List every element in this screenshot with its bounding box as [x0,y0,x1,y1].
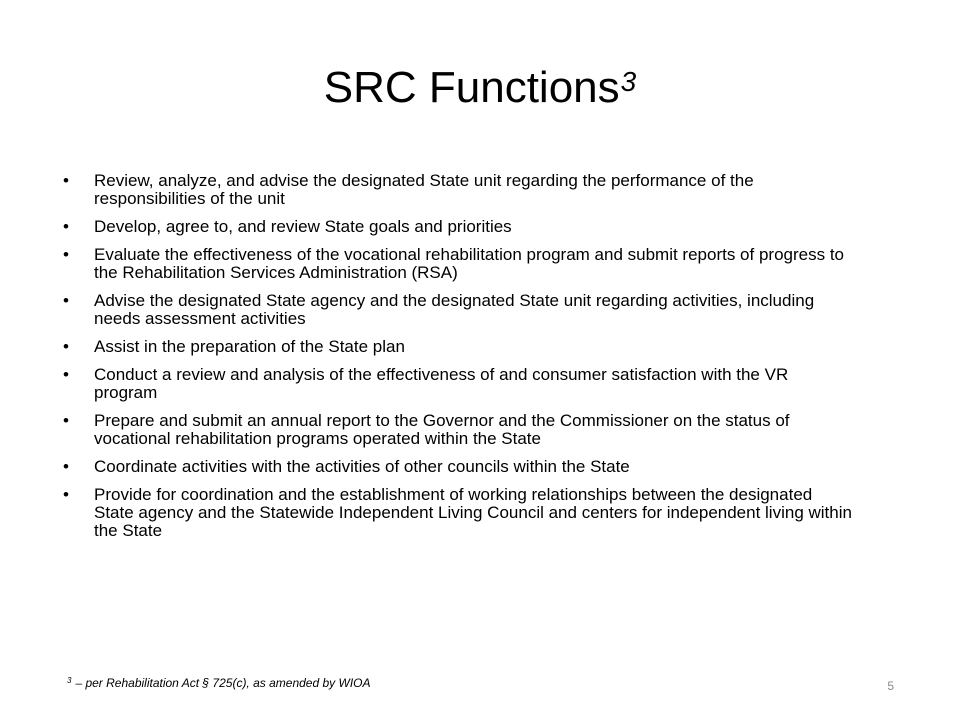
bullet-list [63,171,854,550]
bullet-text: Assist in the preparation of the State plan [94,337,405,356]
title-footnote-marker: 3 [620,66,637,97]
bullet-item [63,457,854,476]
slide-title [0,58,960,118]
page-number: 5 [887,679,894,693]
footnote [67,675,371,691]
bullet-icon: • [63,457,69,476]
bullet-text: Coordinate activities with the activities of other councils within the State [94,457,630,476]
bullet-text: Advise the designated State agency and the designated State unit regarding activities, including needs assessment activities [94,291,815,328]
bullet-text: Conduct a review and analysis of the effectiveness of and consumer satisfaction with the VR program [94,365,789,402]
footnote-marker: 3 [67,676,72,685]
bullet-item [63,245,854,282]
bullet-icon: • [63,245,69,264]
bullet-icon: • [63,217,69,236]
bullet-item [63,485,854,540]
bullet-item [63,291,854,328]
bullet-icon: • [63,171,69,190]
footnote-text: – per Rehabilitation Act § 725(c), as amended by WIOA [75,676,371,690]
bullet-text: Evaluate the effectiveness of the vocational rehabilitation program and submit reports of progress to the Rehabilitation Services Administration (RSA) [94,245,845,282]
bullet-item [63,337,854,356]
bullet-text: Provide for coordination and the establishment of working relationships between the designated State agency and the Statewide Independent Living Council and centers for independent living within the State [94,485,852,540]
bullet-text: Review, analyze, and advise the designated State unit regarding the performance of the responsibilities of the unit [94,171,754,208]
bullet-icon: • [63,365,69,384]
slide-title-text: SRC Functions [323,63,620,112]
bullet-item [63,411,854,448]
bullet-icon: • [63,337,69,356]
bullet-item [63,217,854,236]
bullet-text: Develop, agree to, and review State goals and priorities [94,217,512,236]
bullet-item [63,171,854,208]
bullet-text: Prepare and submit an annual report to the Governor and the Commissioner on the status of vocational rehabilitation programs operated within the State [94,411,790,448]
bullet-icon: • [63,291,69,310]
bullet-icon: • [63,485,69,504]
bullet-item [63,365,854,402]
bullet-icon: • [63,411,69,430]
